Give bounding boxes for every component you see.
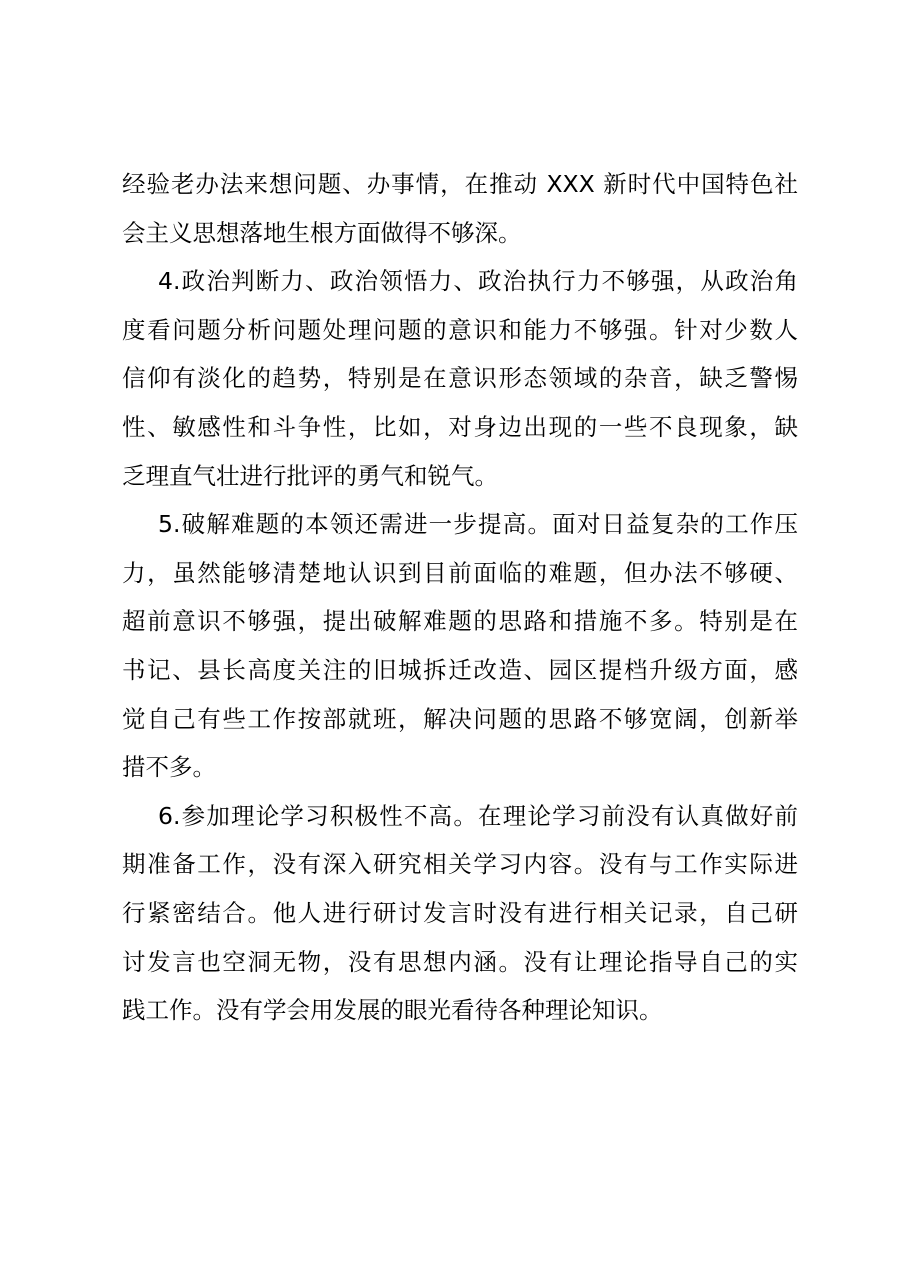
paragraph-item-4 xyxy=(122,257,798,500)
text-line: 4.政治判断力、政治领悟力、政治执行力不够强，从政治角 xyxy=(158,267,798,296)
text-line: 觉自己有些工作按部就班，解决问题的思路不够宽阔，创新举 xyxy=(122,704,798,733)
text-line: 性、敏感性和斗争性，比如，对身边出现的一些不良现象，缺 xyxy=(122,412,798,441)
text-line: 6.参加理论学习积极性不高。在理论学习前没有认真做好前 xyxy=(158,801,798,830)
paragraph-item-5 xyxy=(122,500,798,792)
text-line: 度看问题分析问题处理问题的意识和能力不够强。针对少数人 xyxy=(122,315,798,344)
text-line: 经验老办法来想问题、办事情，在推动 XXX 新时代中国特色社 xyxy=(122,170,798,198)
text-line: 践工作。没有学会用发展的眼光看待各种理论知识。 xyxy=(122,996,663,1025)
text-line: 讨发言也空洞无物，没有思想内涵。没有让理论指导自己的实 xyxy=(122,947,798,976)
text-line: 书记、县长高度关注的旧城拆迁改造、园区提档升级方面，感 xyxy=(122,655,798,684)
text-line: 行紧密结合。他人进行研讨发言时没有进行相关记录，自己研 xyxy=(122,898,798,927)
paragraph-item-6 xyxy=(122,792,798,1035)
text-line: 信仰有淡化的趋势，特别是在意识形态领域的杂音，缺乏警惕 xyxy=(122,364,798,393)
text-line: 措不多。 xyxy=(122,753,216,782)
text-line: 会主义思想落地生根方面做得不够深。 xyxy=(122,218,522,247)
text-line: 超前意识不够强，提出破解难题的思路和措施不多。特别是在 xyxy=(122,607,798,636)
document-body xyxy=(122,160,798,1035)
text-line: 期准备工作，没有深入研究相关学习内容。没有与工作实际进 xyxy=(122,850,798,879)
text-line: 乏理直气壮进行批评的勇气和锐气。 xyxy=(122,461,498,490)
text-line: 力，虽然能够清楚地认识到目前面临的难题，但办法不够硬、 xyxy=(122,558,798,587)
text-line: 5.破解难题的本领还需进一步提高。面对日益复杂的工作压 xyxy=(158,510,798,539)
paragraph-continuation xyxy=(122,160,798,257)
